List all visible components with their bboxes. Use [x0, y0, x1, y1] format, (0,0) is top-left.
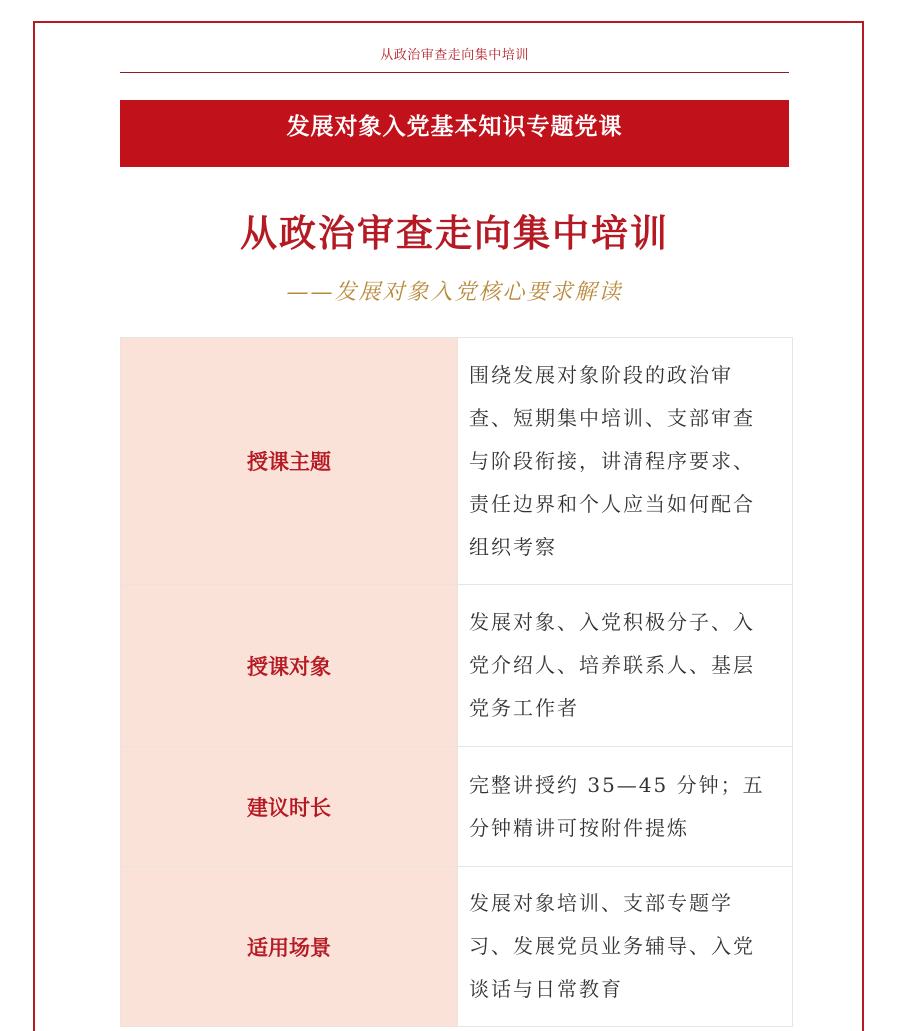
- table-row: [121, 867, 793, 1027]
- banner-title: 发展对象入党基本知识专题党课: [286, 114, 623, 140]
- page-subtitle: ——发展对象入党核心要求解读: [286, 280, 623, 305]
- title-banner: [120, 100, 789, 167]
- course-info-table: [120, 337, 793, 1027]
- running-header: 从政治审查走向集中培训: [380, 48, 529, 63]
- table-row: [121, 747, 793, 867]
- row-label: 建议时长: [121, 747, 458, 867]
- row-label: 适用场景: [121, 867, 458, 1027]
- row-label: 授课主题: [121, 338, 458, 585]
- row-value: 发展对象、入党积极分子、入党介绍人、培养联系人、基层党务工作者: [458, 585, 793, 747]
- table-row: [121, 338, 793, 585]
- header-divider: [120, 72, 789, 73]
- row-label: 授课对象: [121, 585, 458, 747]
- row-value: 完整讲授约 35—45 分钟；五分钟精讲可按附件提炼: [458, 747, 793, 867]
- row-value: 发展对象培训、支部专题学习、发展党员业务辅导、入党谈话与日常教育: [458, 867, 793, 1027]
- table-row: [121, 585, 793, 747]
- page-title: 从政治审查走向集中培训: [240, 212, 669, 255]
- row-value: 围绕发展对象阶段的政治审查、短期集中培训、支部审查与阶段衔接，讲清程序要求、责任边界和个人应当如何配合组织考察: [458, 338, 793, 585]
